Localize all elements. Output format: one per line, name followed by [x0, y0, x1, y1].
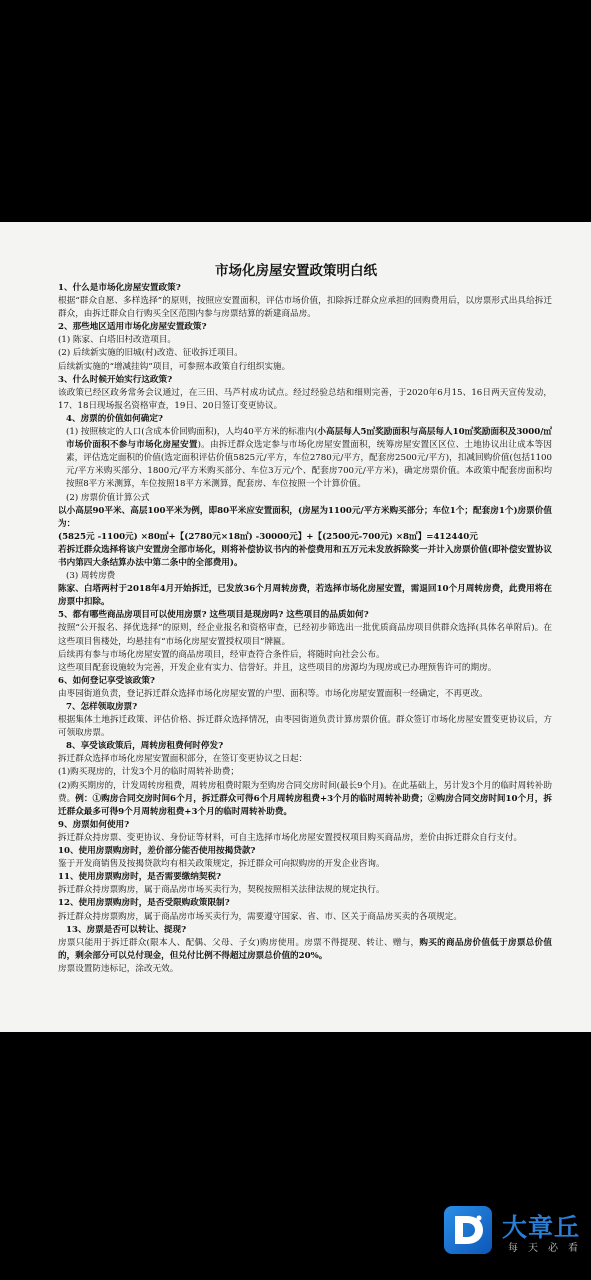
question-10-answer: 鉴于开发商销售及按揭贷款均有相关政策规定，拆迁群众可向拟购房的开发企业咨询。 [58, 859, 385, 870]
q4-text-a: (1) 按照核定的人口(含成本价回购面积)，人均40平方米的标准内( [66, 427, 318, 438]
question-3-answer: 该政策已经区政务常务会议通过，在三田、马芦村成功试点。经过经验总结和细则完善，于2020年6月15、16日两天宣传发动，17、18日现场报名资格审查，19日、20日签订变更协议。 [58, 387, 552, 411]
question-2-item-2: (2) 后续新实施的旧城(村)改造、征收拆迁项目。 [58, 348, 243, 359]
question-7-answer: 根据集体土地拆迁政策、评估价格、拆迁群众选择情况，由枣园街道负责计算房票价值。群众签订市场化房屋安置变更协议后，方可领取房票。 [58, 715, 552, 739]
question-4-turnover-fee: 陈家、白塔两村于2018年4月开始拆迁，已发放36个月周转房费，若选择市场化房屋安置，需退回10个月周转房费，此费用将在房票中扣除。 [58, 584, 552, 608]
question-4-full-marketization: 若拆迁群众选择将该户安置房全部市场化，则将补偿协议书内的补偿费用和五万元未发放拆除奖一并计入房票价值(即补偿安置协议书内第四大条结算办法中第二条中的全部费用)。 [58, 544, 552, 568]
policy-document [40, 262, 552, 976]
question-8-intro: 拆迁群众选择市场化房屋安置面积部分，在签订变更协议之日起： [58, 754, 308, 765]
question-5-heading: 5、都有哪些商品房项目可以使用房票? 这些项目是现房吗? 这些项目的品质如何? [58, 610, 369, 621]
question-6-heading: 6、如何登记享受该政策? [58, 675, 155, 686]
question-13-note: 房票设置防违标记，涂改无效。 [58, 963, 179, 974]
question-4-turnover-heading: (3) 周转房费 [66, 571, 116, 582]
brand-d-icon [444, 1206, 492, 1254]
q4-text-bold: 小高层每人5㎡奖励面积与高层每人10㎡奖励面积及3000/㎡市场价面积不参与市场化房屋安置 [66, 427, 552, 451]
question-5-paragraph-3: 这些项目配套设施较为完善，开发企业有实力、信誉好。并且，这些项目的房源均为现房或已办理预售许可的期房。 [58, 662, 497, 673]
question-8-heading: 8、享受该政策后，周转房租费何时停发? [66, 741, 224, 752]
question-8-item-2 [40, 780, 552, 819]
question-4-heading: 4、房票的价值如何确定? [66, 413, 163, 424]
question-3-heading: 3、什么时候开始实行这政策? [58, 374, 173, 385]
question-1-heading: 1、什么是市场化房屋安置政策? [58, 283, 181, 293]
question-4-formula-heading: (2) 房票价值计算公式 [66, 492, 150, 503]
question-13-heading: 13、房票是否可以转让、提现? [66, 924, 187, 935]
question-10-heading: 10、使用房票购房时，差价部分能否使用按揭贷款? [58, 846, 256, 857]
question-8-item-1: (1)购买现房的，计发3个月的临时周转补助费； [58, 767, 239, 778]
question-1-answer: 根据“群众自愿、多样选择”的原则，按照应安置面积，评估市场价值，扣除拆迁群众应承担的回购费用后，以房票形式出具给拆迁群众，由拆迁群众自行购买全区范围内参与房票结算的新建商品房。 [58, 296, 552, 320]
q8-example-bold: 例：①购房合同交房时间6个月，拆迁群众可得6个月周转房租费+3个月的临时周转补助费；②购房合同交房时间10个月，拆迁群众最多可得9个月周转房租费+3个月的临时周转补助费。 [58, 793, 552, 817]
question-11-answer: 拆迁群众持房票购房，属于商品房市场买卖行为，契税按照相关法律法规的规定执行。 [58, 885, 385, 896]
q4-text-c: )。由拆迁群众选定参与市场化房屋安置面积，统筹房屋安置区区位、土地协议出让成本等因素，评估选定面积的价值(选定面积评估价值5825元/平方，车位2780元/平方，配套房2500元/平方)，扣减回购价值(包括1100元/平方米购买部分、1800元/平方米购买部分、车位3万元/个、配套房700元/平方米)，确定房票价值。本政策中配套房面积均按照8平方米测算，车位按照18平方米测算，配套房、车位按照一个计算价值。 [66, 440, 552, 490]
question-4-paragraph-1 [40, 426, 552, 491]
question-7-heading: 7、怎样领取房票? [66, 702, 138, 712]
question-5-paragraph-1: 按照“公开报名、择优选择”的原则，经企业报名和资格审查，已经初步筛选出一批优质商品房项目供群众选择(具体名单附后)。在这些项目售楼处，均悬挂有“市场化房屋安置授权项目”牌匾。 [58, 623, 552, 647]
question-2-heading: 2、那些地区适用市场化房屋安置政策? [58, 322, 207, 333]
question-6-answer: 由枣园街道负责，登记拆迁群众选择市场化房屋安置的户型、面积等。市场化房屋安置面积一经确定，不再更改。 [58, 688, 488, 699]
question-4-example: 以小高层90平米、高层100平米为例，即80平米应安置面积，(房屋为1100元/平方米购买部分；车位1个；配套房1个)房票价值为： [58, 505, 552, 529]
question-2-note: 后续新实施的“增减挂钩”项目，可参照本政策自行组织实施。 [58, 361, 291, 372]
question-2-item-1: (1) 陈家、白塔旧村改造项目。 [58, 335, 177, 346]
question-9-answer: 拆迁群众持房票、变更协议、身份证等材料，可自主选择市场化房屋安置授权项目购买商品房，差价由拆迁群众自行支付。 [58, 832, 523, 843]
question-12-heading: 12、使用房票购房时，是否受限购政策限制? [58, 898, 230, 909]
brand-slogan: 每天必看 [508, 1243, 588, 1254]
question-11-heading: 11、使用房票购房时，是否需要缴纳契税? [58, 872, 222, 883]
q8-text-a: (2)购买期房的，计发周转房租费，周转房租费时限为至购房合同交房时间(最长9个月)。在此基础上，另计发3个月的临时周转补助费。 [58, 780, 552, 804]
question-4-formula: (5825元 -1100元) ×80㎡+【(2780元×18㎡) -30000元】+【(2500元-700元) ×8㎡】=412440元 [58, 531, 478, 542]
brand-name: 大章丘 [502, 1213, 581, 1242]
question-13-answer [40, 937, 552, 963]
document-title: 市场化房屋安置政策明白纸 [215, 263, 377, 279]
watermark-logo [444, 1206, 591, 1262]
question-12-answer: 拆迁群众持房票购房，属于商品房市场买卖行为，需要遵守国家、省、市、区关于商品房买卖的各项规定。 [58, 911, 462, 922]
question-5-paragraph-2: 后续再有参与市场化房屋安置的商品房项目，经审查符合条件后，将随时向社会公布。 [58, 649, 385, 660]
q13-text-a: 房票只能用于拆迁群众(限本人、配偶、父母、子女)购房使用。房票不得提现、转让、赠与， [58, 937, 420, 948]
q13-text-bold: 购买的商品房价值低于房票总价值的，剩余部分可以兑付现金，但兑付比例不得超过房票总价值的20%。 [58, 937, 552, 961]
policy-document-photo [0, 222, 591, 1032]
question-9-heading: 9、房票如何使用? [58, 819, 130, 830]
